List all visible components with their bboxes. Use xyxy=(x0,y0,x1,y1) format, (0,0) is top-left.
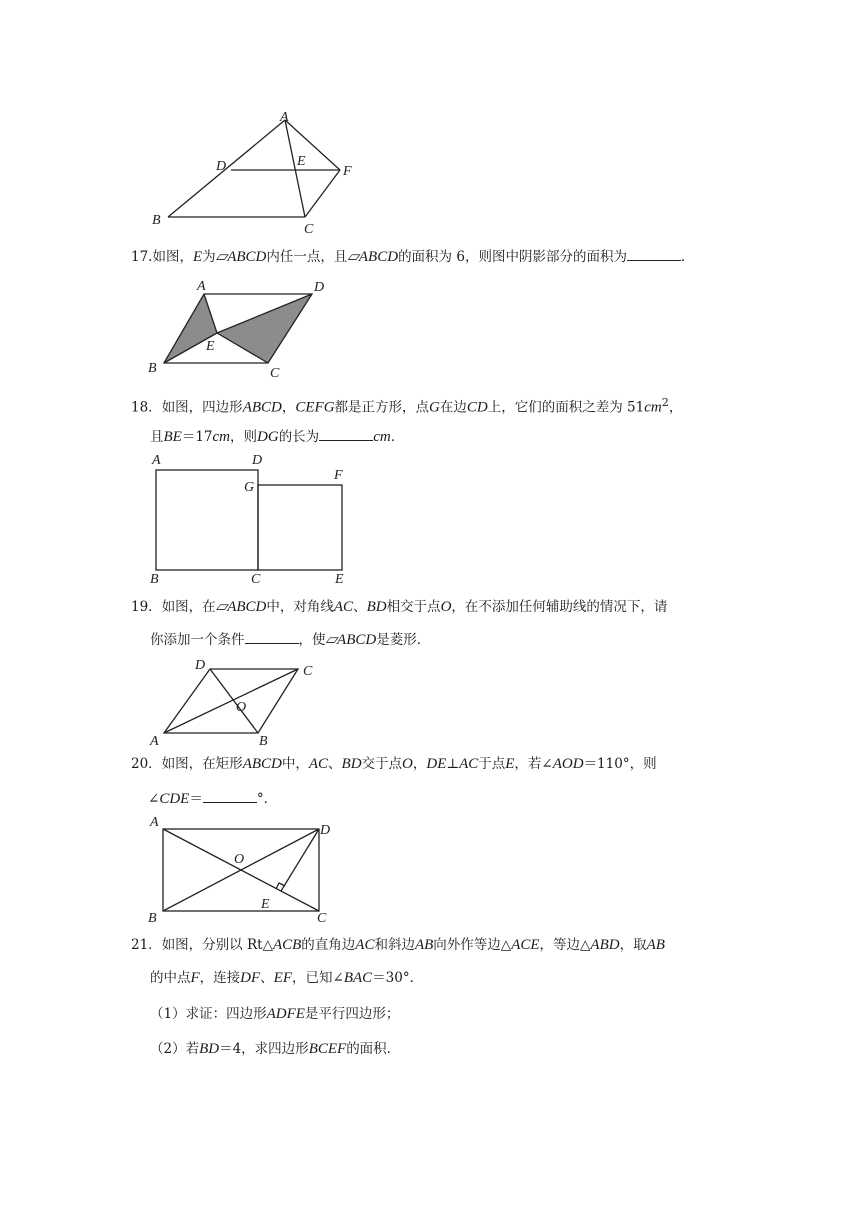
answer-blank[interactable] xyxy=(203,788,257,803)
q20-number: 20． xyxy=(131,756,162,772)
question-21: 21．如图，分别以 Rt△ACB的直角边AC和斜边AB向外作等边△ACE，等边△ABD，取AB xyxy=(131,937,665,953)
question-20-line2: ∠CDE＝ °． xyxy=(148,787,277,811)
q21-number: 21． xyxy=(131,937,162,953)
label-C: C xyxy=(304,222,314,237)
label-D: D xyxy=(195,658,206,673)
figure-16 xyxy=(150,108,370,238)
q18-number: 18． xyxy=(131,399,162,416)
answer-blank[interactable] xyxy=(627,246,681,261)
label-E: E xyxy=(335,572,344,587)
question-19-line2: 你添加一个条件 ，使▱ABCD是菱形． xyxy=(150,628,430,652)
figure-17-diagram xyxy=(146,277,346,381)
figure-17 xyxy=(146,277,346,381)
question-21-part1: （1）求证：四边形ADFE是平行四边形； xyxy=(150,1006,400,1022)
figure-16-diagram xyxy=(150,108,370,238)
question-19: 19．如图，在▱ABCD中，对角线AC、BD相交于点O，在不添加任何辅助线的情况下，请 xyxy=(131,599,668,615)
answer-blank[interactable] xyxy=(319,426,373,441)
q19-number: 19． xyxy=(131,599,162,615)
label-A: A xyxy=(197,279,206,294)
label-A: A xyxy=(150,815,159,830)
answer-blank[interactable] xyxy=(245,629,299,644)
label-O: O xyxy=(234,852,245,867)
label-B: B xyxy=(152,213,161,228)
label-F: F xyxy=(343,164,352,179)
figure-18 xyxy=(144,450,364,590)
figure-19-diagram xyxy=(146,655,336,750)
label-B: B xyxy=(259,734,268,749)
label-E: E xyxy=(297,154,306,169)
figure-19 xyxy=(146,655,336,750)
label-A: A xyxy=(152,453,161,468)
question-21-part2: （2）若BD＝4，求四边形BCEF的面积． xyxy=(150,1041,401,1057)
label-C: C xyxy=(251,572,261,587)
shaded-triangle-dec xyxy=(217,294,312,363)
label-B: B xyxy=(148,361,157,376)
question-18-line2: 且BE＝17cm，则DG的长为 cm． xyxy=(150,425,404,449)
label-F: F xyxy=(334,468,343,483)
label-G: G xyxy=(244,480,255,495)
figure-20-diagram xyxy=(146,812,346,924)
question-17: 17.如图，E为▱ABCD内任一点，且▱ABCD的面积为 6，则图中阴影部分的面积为 ． xyxy=(131,245,694,269)
label-C: C xyxy=(317,911,327,926)
label-C: C xyxy=(270,366,280,381)
question-21-line2: 的中点F，连接DF、EF，已知∠BAC＝30°． xyxy=(150,970,424,986)
label-D: D xyxy=(252,453,263,468)
label-E: E xyxy=(261,897,270,912)
label-A: A xyxy=(280,110,289,125)
question-20: 20．如图，在矩形ABCD中，AC、BD交于点O，DE⊥AC于点E，若∠AOD＝110°，则 xyxy=(131,756,657,772)
label-B: B xyxy=(150,572,159,587)
figure-18-diagram xyxy=(144,450,364,590)
label-D: D xyxy=(320,823,331,838)
label-D: D xyxy=(314,280,325,295)
question-18: 18．如图，四边形ABCD，CEFG都是正方形，点G在边CD上，它们的面积之差为 $51cm^2$， xyxy=(131,396,683,416)
label-O: O xyxy=(236,700,247,715)
q17-number: 17. xyxy=(131,249,153,265)
label-A: A xyxy=(150,734,159,749)
label-D: D xyxy=(216,159,227,174)
label-E: E xyxy=(206,339,215,354)
label-C: C xyxy=(303,664,313,679)
figure-20 xyxy=(146,812,346,924)
label-B: B xyxy=(148,911,157,926)
